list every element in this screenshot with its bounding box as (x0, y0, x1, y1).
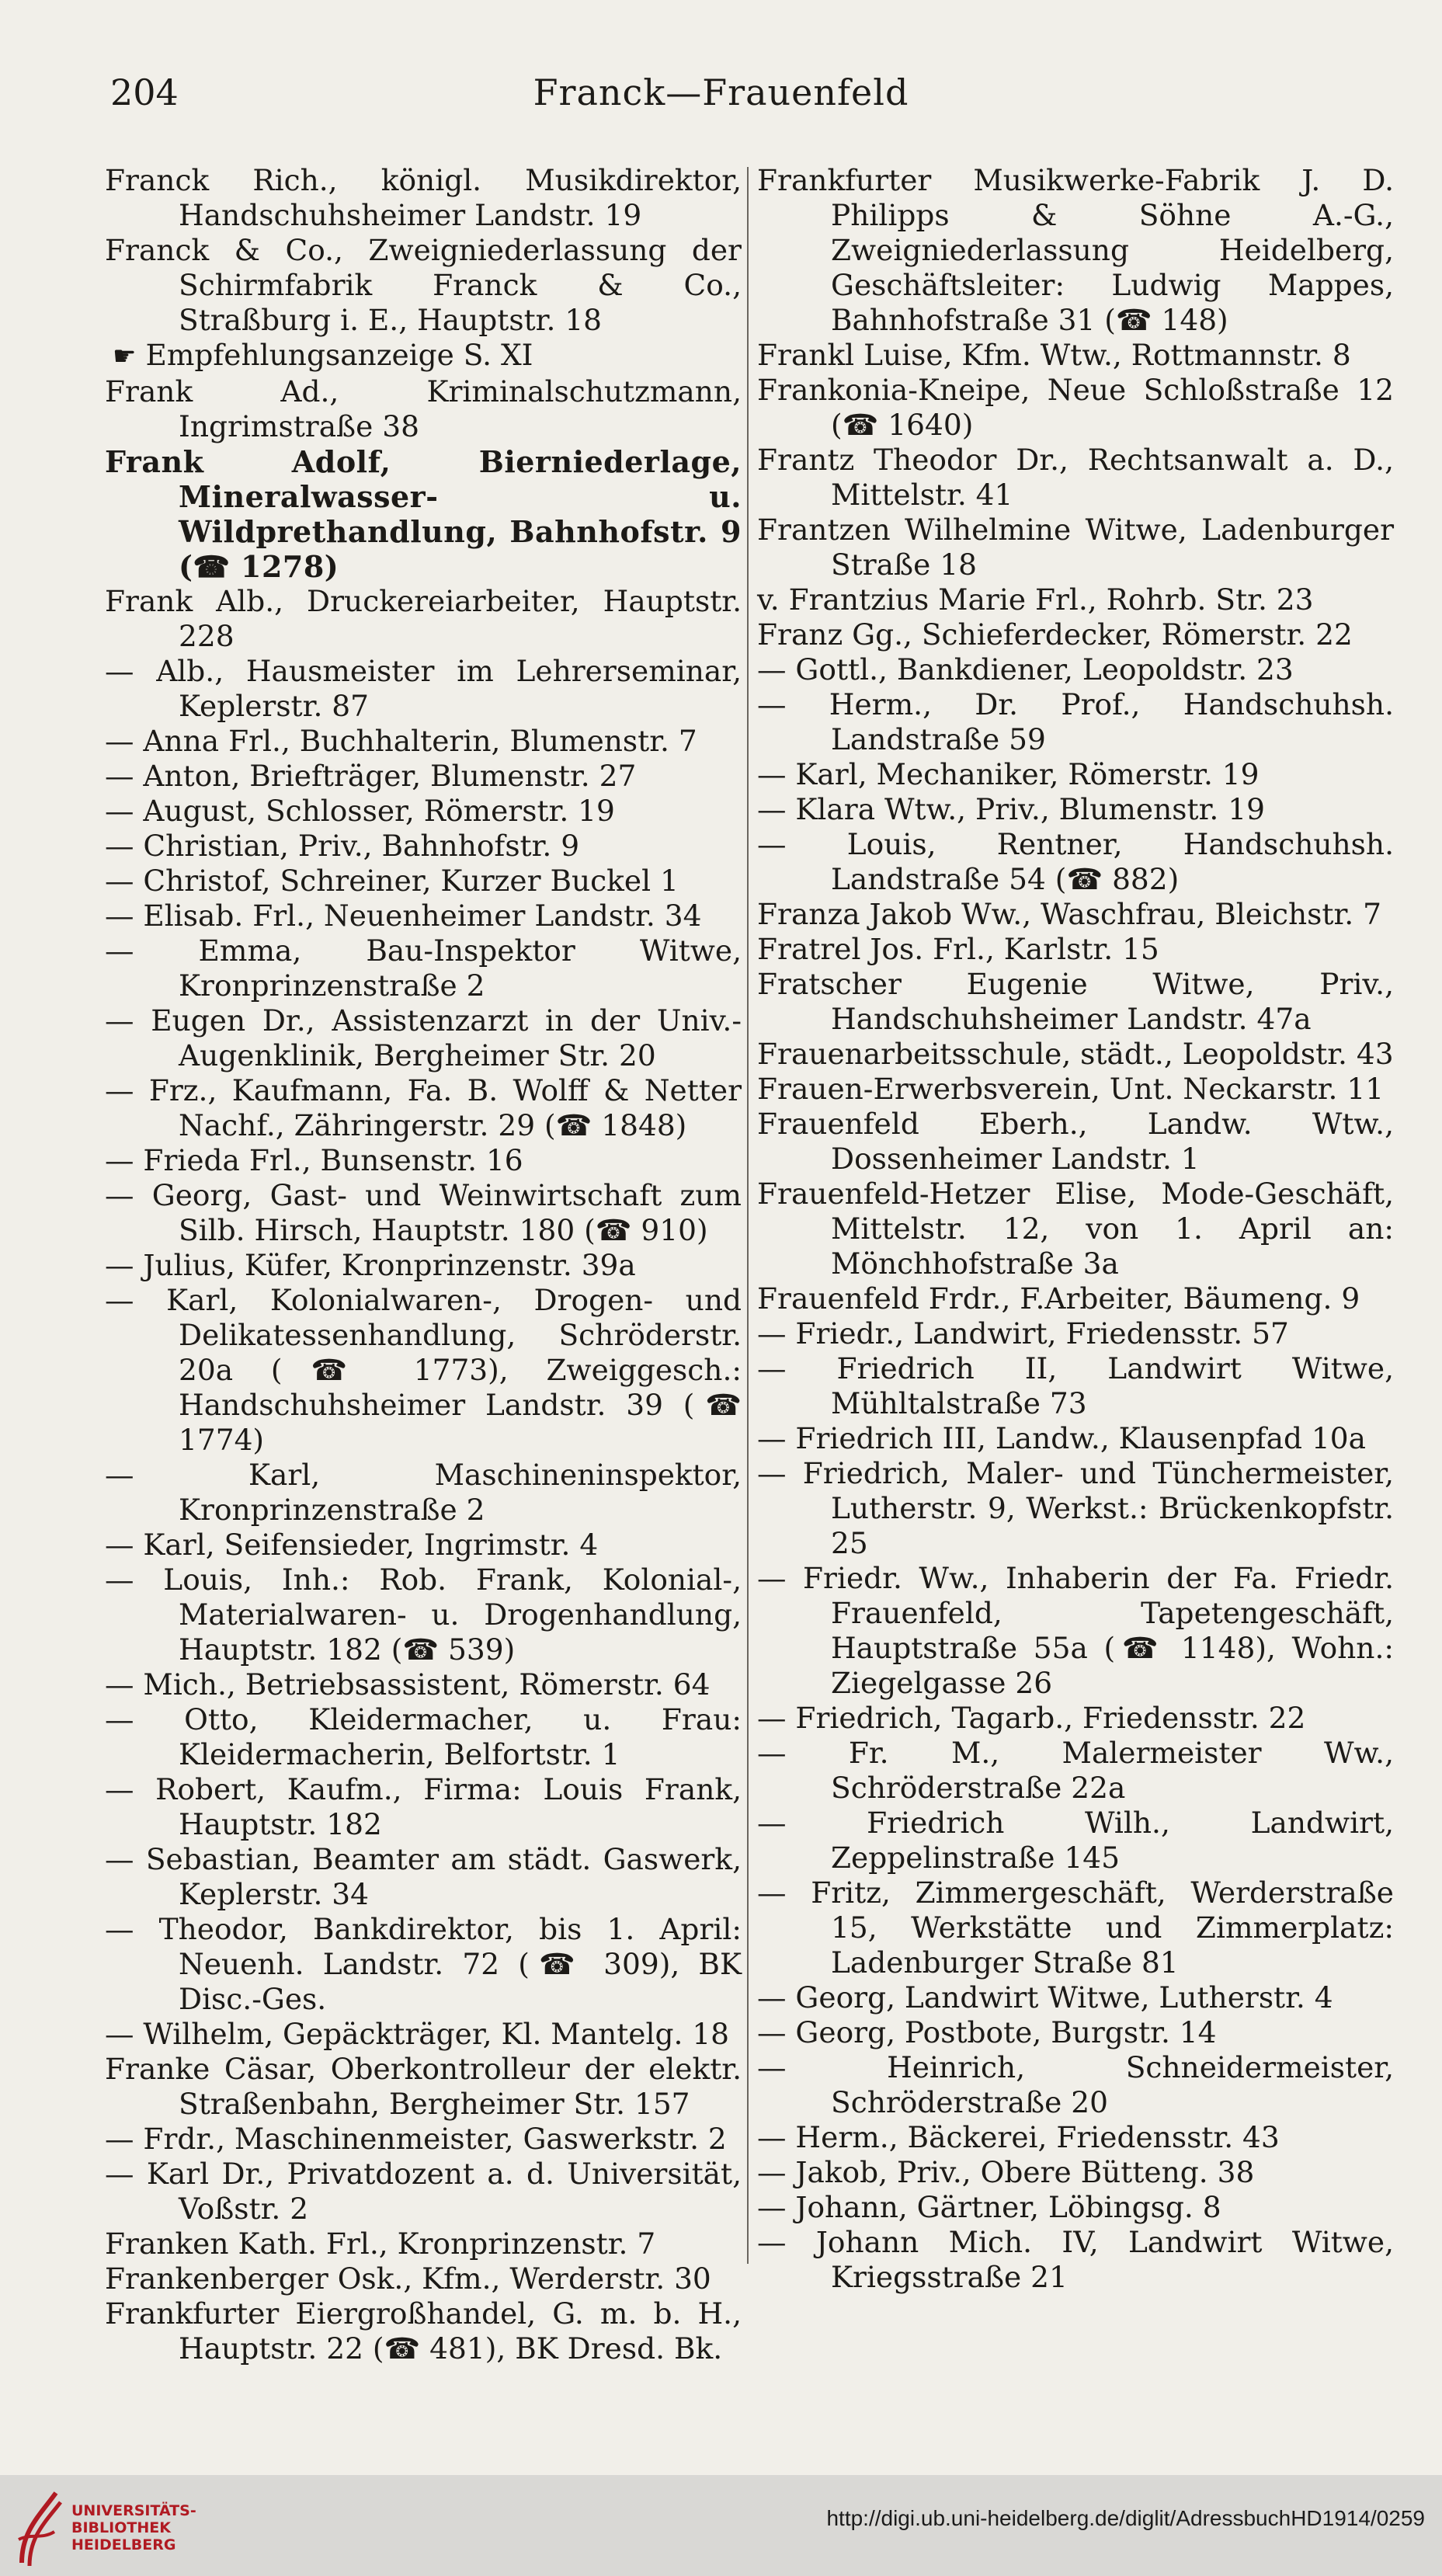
column-divider (747, 167, 749, 2264)
directory-entry (757, 1806, 1394, 1876)
entry-text: — Karl, Maschineninspektor, Kronprinzenstraße 2 (105, 1458, 742, 1527)
directory-entry (105, 2052, 742, 2122)
entry-text: Fratrel Jos. Frl., Karlstr. 15 (757, 932, 1159, 966)
university-library-logo-icon (16, 2485, 64, 2571)
entry-text: Fratscher Eugenie Witwe, Priv., Handschuhsheimer Landstr. 47a (757, 967, 1394, 1036)
directory-entry (757, 1456, 1394, 1561)
directory-entry (105, 654, 742, 724)
entry-text: — Jakob, Priv., Obere Bütteng. 38 (757, 2155, 1255, 2189)
entry-text: Franz Gg., Schieferdecker, Römerstr. 22 (757, 617, 1353, 652)
entry-text: — Karl, Kolonialwaren-, Drogen- und Delikatessenhandlung, Schröderstr. 20a (☎ 1773), Zweiggesch.: Handschuhsheimer Landstr. 39 (☎ 1774) (105, 1283, 742, 1457)
directory-entry (757, 163, 1394, 338)
directory-entry (105, 1458, 742, 1528)
directory-entry (757, 1736, 1394, 1806)
entry-text: — Friedrich, Tagarb., Friedensstr. 22 (757, 1701, 1306, 1735)
directory-entry (105, 2261, 742, 2296)
entry-text: — Karl Dr., Privatdozent a. d. Universität, Voßstr. 2 (105, 2157, 742, 2226)
directory-entry (105, 829, 742, 864)
entry-text: — Heinrich, Schneidermeister, Schröderstraße 20 (757, 2050, 1394, 2119)
directory-entry (105, 1003, 742, 1073)
entry-text: — Julius, Küfer, Kronprinzenstr. 39a (105, 1248, 636, 1282)
entry-text: — August, Schlosser, Römerstr. 19 (105, 794, 615, 828)
entry-text: — Friedr. Ww., Inhaberin der Fa. Friedr. Frauenfeld, Tapetengeschäft, Hauptstraße 55a (☎ 1148), Wohn.: Ziegelgasse 26 (757, 1561, 1394, 1700)
directory-entry (757, 757, 1394, 792)
entry-text: — Sebastian, Beamter am städt. Gaswerk, Keplerstr. 34 (105, 1842, 742, 1911)
entry-text: — Georg, Postbote, Burgstr. 14 (757, 2015, 1217, 2049)
directory-entry (757, 967, 1394, 1037)
directory-entry (757, 1107, 1394, 1177)
directory-entry (757, 373, 1394, 443)
entry-text: — Christian, Priv., Bahnhofstr. 9 (105, 829, 580, 863)
directory-entry (757, 1037, 1394, 1072)
directory-entry (757, 897, 1394, 932)
directory-entry (105, 1073, 742, 1143)
entry-text: Frankl Luise, Kfm. Wtw., Rottmannstr. 8 (757, 338, 1351, 372)
directory-entry (757, 792, 1394, 827)
directory-entry (757, 2120, 1394, 2155)
directory-entry (105, 1143, 742, 1178)
directory-entry (105, 899, 742, 933)
entry-text: — Wilhelm, Gepäckträger, Kl. Mantelg. 18 (105, 2017, 730, 2051)
directory-entry (757, 1561, 1394, 1701)
logo-line-2: BIBLIOTHEK (71, 2519, 171, 2536)
directory-entry (757, 687, 1394, 757)
entry-text: — Theodor, Bankdirektor, bis 1. April: Neuenh. Landstr. 72 (☎ 309), BK Disc.-Ges. (105, 1912, 742, 2016)
entry-text: — Johann Mich. IV, Landwirt Witwe, Kriegsstraße 21 (757, 2225, 1394, 2294)
directory-entry (105, 2227, 742, 2261)
directory-entry (757, 932, 1394, 967)
entry-text: — Johann, Gärtner, Löbingsg. 8 (757, 2190, 1221, 2224)
entry-text: Frank Adolf, Bierniederlage, Mineralwasser- u. Wildprethandlung, Bahnhofstr. 9 (☎ 1278) (105, 444, 742, 584)
directory-entry (105, 374, 742, 444)
entry-text: — Friedr., Landwirt, Friedensstr. 57 (757, 1316, 1289, 1351)
entry-text: — Frdr., Maschinenmeister, Gaswerkstr. 2 (105, 2122, 727, 2156)
directory-entry (105, 1912, 742, 2017)
directory-entry (105, 2296, 742, 2366)
directory-entry (105, 233, 742, 338)
directory-entry (105, 1702, 742, 1772)
directory-entry (757, 2015, 1394, 2050)
directory-entry (757, 582, 1394, 617)
directory-entry (105, 724, 742, 759)
directory-entry (105, 163, 742, 233)
directory-entry (105, 1772, 742, 1842)
directory-entry (757, 2225, 1394, 2295)
entry-text: — Friedrich Wilh., Landwirt, Zeppelinstraße 145 (757, 1806, 1394, 1875)
logo-line-3: HEIDELBERG (71, 2536, 176, 2553)
right-column (757, 163, 1394, 2295)
entry-text: — Gottl., Bankdiener, Leopoldstr. 23 (757, 652, 1294, 687)
directory-entry (757, 2050, 1394, 2120)
pointing-hand-icon: ☛ (113, 341, 137, 372)
directory-entry (105, 1563, 742, 1667)
directory-entry (105, 1248, 742, 1283)
directory-entry (757, 652, 1394, 687)
entry-text: — Klara Wtw., Priv., Blumenstr. 19 (757, 792, 1265, 826)
entry-text: — Friedrich III, Landw., Klausenpfad 10a (757, 1421, 1367, 1455)
directory-entry (105, 584, 742, 654)
entry-text: Frauenfeld Frdr., F.Arbeiter, Bäumeng. 9 (757, 1281, 1360, 1316)
entry-text: Franck Rich., königl. Musikdirektor, Handschuhsheimer Landstr. 19 (105, 163, 742, 232)
entry-text: Frank Ad., Kriminalschutzmann, Ingrimstraße 38 (105, 374, 742, 443)
directory-entry (105, 933, 742, 1003)
entry-text: — Frz., Kaufmann, Fa. B. Wolff & Netter Nachf., Zähringerstr. 29 (☎ 1848) (105, 1073, 742, 1142)
directory-entry (105, 2017, 742, 2052)
directory-entry (105, 444, 742, 584)
directory-entry (757, 1701, 1394, 1736)
directory-entry (757, 2190, 1394, 2225)
directory-entry (757, 513, 1394, 582)
entry-text: — Georg, Landwirt Witwe, Lutherstr. 4 (757, 1980, 1333, 2015)
entry-text: — Fr. M., Malermeister Ww., Schröderstraße 22a (757, 1736, 1394, 1805)
directory-entry (757, 1351, 1394, 1421)
entry-text: Frankenberger Osk., Kfm., Werderstr. 30 (105, 2261, 711, 2296)
entry-text: Franck & Co., Zweigniederlassung der Schirmfabrik Franck & Co., Straßburg i. E., Hauptstr. 18 (105, 233, 742, 337)
entry-text: — Elisab. Frl., Neuenheimer Landstr. 34 (105, 899, 702, 933)
directory-entry (757, 1177, 1394, 1281)
directory-entry (757, 1980, 1394, 2015)
entry-text: — Karl, Mechaniker, Römerstr. 19 (757, 757, 1260, 791)
entry-text: — Louis, Inh.: Rob. Frank, Kolonial-, Materialwaren- u. Drogenhandlung, Hauptstr. 182 (☎ 539) (105, 1563, 742, 1667)
entry-text: Frauenarbeitsschule, städt., Leopoldstr. 43 (757, 1037, 1394, 1071)
entry-text: — Louis, Rentner, Handschuhsh. Landstraße 54 (☎ 882) (757, 827, 1394, 896)
entry-text: — Fritz, Zimmergeschäft, Werderstraße 15, Werkstätte und Zimmerplatz: Ladenburger Straße 81 (757, 1876, 1394, 1980)
entry-text: — Herm., Dr. Prof., Handschuhsh. Landstraße 59 (757, 687, 1394, 756)
directory-entry (105, 2122, 742, 2157)
entry-text: Franken Kath. Frl., Kronprinzenstr. 7 (105, 2227, 656, 2261)
directory-entry (757, 1281, 1394, 1316)
entry-text: — Karl, Seifensieder, Ingrimstr. 4 (105, 1528, 599, 1562)
directory-entry (757, 1421, 1394, 1456)
entry-text: Frantz Theodor Dr., Rechtsanwalt a. D., Mittelstr. 41 (757, 443, 1394, 512)
page-number: 204 (110, 71, 179, 113)
entry-text: — Frieda Frl., Bunsenstr. 16 (105, 1143, 523, 1177)
directory-entry (105, 2157, 742, 2227)
directory-entry (757, 1316, 1394, 1351)
directory-entry (757, 1876, 1394, 1980)
entry-text: — Eugen Dr., Assistenzarzt in der Univ.-Augenklinik, Bergheimer Str. 20 (105, 1003, 742, 1072)
directory-entry (757, 1072, 1394, 1107)
logo-line-1: UNIVERSITÄTS- (71, 2502, 196, 2519)
entry-text: — Anna Frl., Buchhalterin, Blumenstr. 7 (105, 724, 697, 758)
entry-text: Franza Jakob Ww., Waschfrau, Bleichstr. 7 (757, 897, 1381, 931)
entry-text: — Emma, Bau-Inspektor Witwe, Kronprinzenstraße 2 (105, 933, 742, 1003)
directory-entry (105, 794, 742, 829)
directory-entry (105, 1283, 742, 1458)
entry-text: Frankonia-Kneipe, Neue Schloßstraße 12 (☎ 1640) (757, 373, 1394, 442)
entry-text: Frauenfeld-Hetzer Elise, Mode-Geschäft, Mittelstr. 12, von 1. April an: Mönchhofstraße 3a (757, 1177, 1394, 1281)
directory-entry (105, 1528, 742, 1563)
directory-entry (105, 1842, 742, 1912)
directory-entry (757, 443, 1394, 513)
entry-text: Frauen-Erwerbsverein, Unt. Neckarstr. 11 (757, 1072, 1385, 1106)
entry-text: — Friedrich, Maler- und Tünchermeister, Lutherstr. 9, Werkst.: Brückenkopfstr. 25 (757, 1456, 1394, 1560)
directory-entry (757, 338, 1394, 373)
entry-text: — Christof, Schreiner, Kurzer Buckel 1 (105, 864, 679, 898)
entry-text: Frank Alb., Druckereiarbeiter, Hauptstr. 228 (105, 584, 742, 653)
entry-text: v. Frantzius Marie Frl., Rohrb. Str. 23 (757, 582, 1314, 617)
running-title: Franck—Frauenfeld (533, 71, 909, 113)
directory-entry (105, 759, 742, 794)
entry-text: Frankfurter Musikwerke-Fabrik J. D. Philipps & Söhne A.-G., Zweigniederlassung Heidelberg, Geschäftsleiter: Ludwig Mappes, Bahnhofstraße 31 (☎ 148) (757, 163, 1394, 337)
entry-text: Frankfurter Eiergroßhandel, G. m. b. H., Hauptstr. 22 (☎ 481), BK Dresd. Bk. (105, 2296, 742, 2366)
library-name (71, 2502, 196, 2553)
entry-text: — Otto, Kleidermacher, u. Frau: Kleidermacherin, Belfortstr. 1 (105, 1702, 742, 1771)
page-header (0, 71, 1442, 134)
advertisement-reference (105, 338, 742, 374)
entry-text: — Friedrich II, Landwirt Witwe, Mühltalstraße 73 (757, 1351, 1394, 1420)
directory-entry (757, 617, 1394, 652)
entry-text: — Robert, Kaufm., Firma: Louis Frank, Hauptstr. 182 (105, 1772, 742, 1841)
directory-entry (105, 1178, 742, 1248)
directory-entry (105, 1667, 742, 1702)
entry-text: — Anton, Briefträger, Blumenstr. 27 (105, 759, 637, 793)
entry-text: Franke Cäsar, Oberkontrolleur der elektr. Straßenbahn, Bergheimer Str. 157 (105, 2052, 742, 2121)
entry-text: Frantzen Wilhelmine Witwe, Ladenburger Straße 18 (757, 513, 1394, 582)
directory-entry (757, 2155, 1394, 2190)
source-url-link[interactable]: http://digi.ub.uni-heidelberg.de/diglit/AdressbuchHD1914/0259 (826, 2506, 1425, 2530)
entry-text: Frauenfeld Eberh., Landw. Wtw., Dossenheimer Landstr. 1 (757, 1107, 1394, 1176)
entry-text: — Alb., Hausmeister im Lehrerseminar, Keplerstr. 87 (105, 654, 742, 723)
directory-entry (757, 827, 1394, 897)
directory-entry (105, 864, 742, 899)
entry-text: — Herm., Bäckerei, Friedensstr. 43 (757, 2120, 1280, 2154)
entry-text: — Georg, Gast- und Weinwirtschaft zum Silb. Hirsch, Hauptstr. 180 (☎ 910) (105, 1178, 742, 1247)
entry-text: — Mich., Betriebsassistent, Römerstr. 64 (105, 1667, 711, 1702)
entry-text: Empfehlungsanzeige S. XI (145, 338, 533, 372)
left-column (105, 163, 742, 2366)
